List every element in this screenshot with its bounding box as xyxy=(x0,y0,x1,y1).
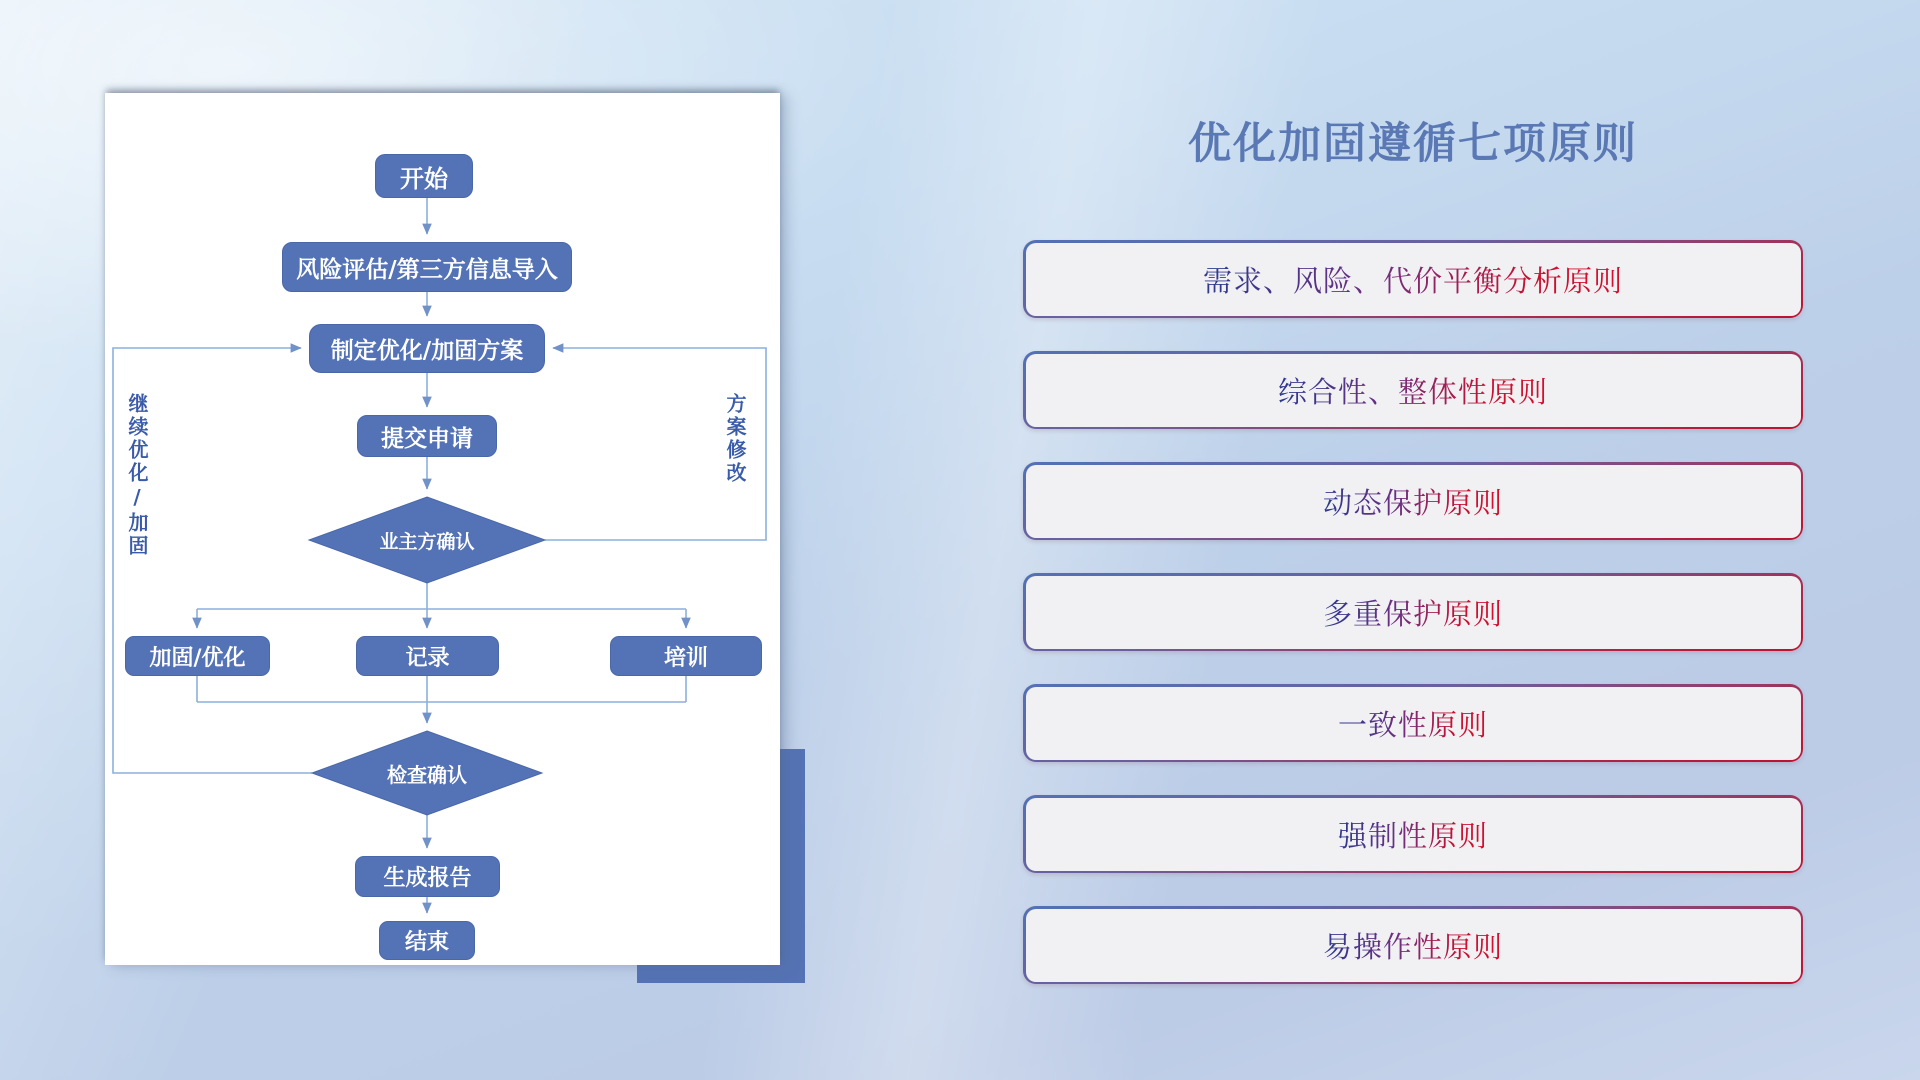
principle-item xyxy=(1023,684,1803,762)
principle-text: 需求、风险、代价平衡分析原则 xyxy=(1203,259,1623,300)
principle-text: 易操作性原则 xyxy=(1323,925,1503,966)
flowchart-connectors xyxy=(105,93,780,965)
principle-item xyxy=(1023,351,1803,429)
principle-item xyxy=(1023,240,1803,318)
loop-label-plan-revision: 方案修改 xyxy=(723,393,747,485)
flow-node-record: 记录 xyxy=(356,636,499,676)
flow-node-risk-assessment: 风险评估/第三方信息导入 xyxy=(282,242,572,292)
flow-node-start: 开始 xyxy=(375,154,473,198)
principle-item xyxy=(1023,573,1803,651)
principle-item xyxy=(1023,795,1803,873)
flow-diamond-owner-confirm xyxy=(309,497,545,583)
flow-node-end: 结束 xyxy=(379,921,475,960)
principle-text: 多重保护原则 xyxy=(1323,592,1503,633)
principle-text: 动态保护原则 xyxy=(1323,481,1503,522)
flow-node-generate-report: 生成报告 xyxy=(355,856,500,897)
principle-item xyxy=(1023,906,1803,984)
flow-diamond-check-confirm-label: 检查确认 xyxy=(387,762,467,787)
principles-title: 优化加固遵循七项原则 xyxy=(1188,119,1638,169)
principle-text: 强制性原则 xyxy=(1338,814,1488,855)
principle-text: 综合性、整体性原则 xyxy=(1278,370,1548,411)
flow-diamond-check-confirm xyxy=(312,731,542,815)
flow-node-make-plan: 制定优化/加固方案 xyxy=(309,324,545,373)
principle-text: 一致性原则 xyxy=(1338,703,1488,744)
flowchart-card xyxy=(105,93,780,965)
principle-item xyxy=(1023,462,1803,540)
flow-diamond-owner-confirm-label: 业主方确认 xyxy=(379,530,475,553)
loop-label-continue-optimize: 继续优化/加固 xyxy=(125,393,149,558)
flow-node-harden-optimize: 加固/优化 xyxy=(125,636,270,676)
principles-list xyxy=(1023,240,1803,984)
flow-node-training: 培训 xyxy=(610,636,762,676)
flow-node-submit: 提交申请 xyxy=(357,415,497,457)
